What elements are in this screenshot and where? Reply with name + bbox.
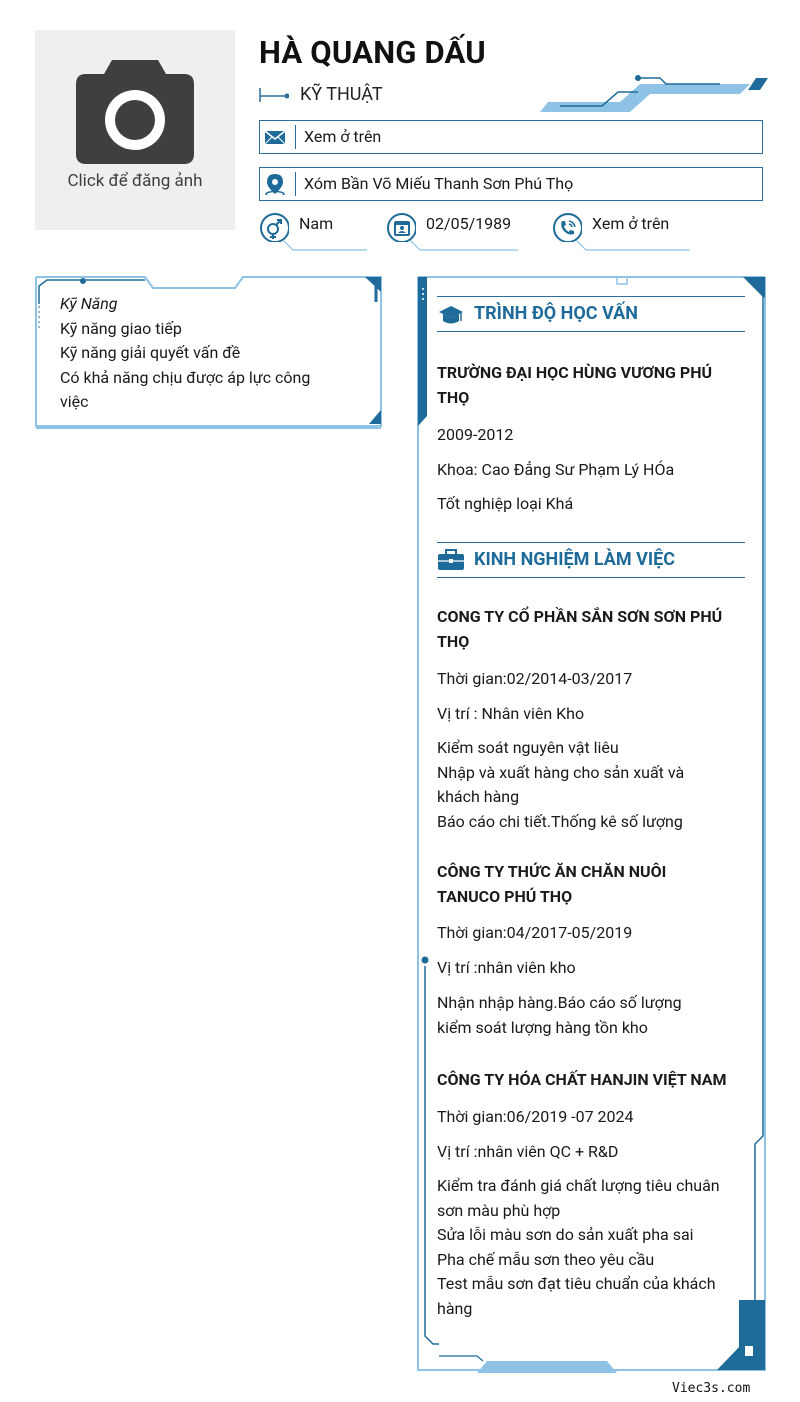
email-field (259, 120, 763, 154)
education-heading-label: TRÌNH ĐỘ HỌC VẤN (474, 303, 638, 324)
job-time: Thời gian:06/2019 -07 2024 (437, 1107, 634, 1126)
skills-section (60, 292, 360, 415)
education-heading (437, 296, 745, 332)
photo-caption: Click để đăng ảnh (67, 171, 203, 191)
birthday-value: 02/05/1989 (426, 214, 512, 233)
job-time: Thời gian:04/2017-05/2019 (437, 923, 633, 942)
job-company: CÔNG TY THỨC ĂN CHĂN NUÔI TANUCO PHÚ THỌ (437, 862, 667, 906)
experience-heading (437, 542, 745, 578)
phone-icon (552, 212, 582, 242)
gender-item (259, 210, 369, 254)
gender-value: Nam (299, 214, 334, 233)
skill-item: Kỹ năng giải quyết vấn đề (60, 343, 241, 362)
school-name: TRƯỜNG ĐẠI HỌC HÙNG VƯƠNG PHÚ THỌ (437, 363, 713, 407)
experience-heading-label: KINH NGHIỆM LÀM VIỆC (474, 549, 676, 570)
envelope-icon (264, 126, 286, 148)
gender-icon (259, 212, 289, 242)
birthday-item (386, 210, 526, 254)
address-value: Xóm Bần Võ Miếu Thanh Sơn Phú Thọ (304, 174, 574, 193)
address-field (259, 167, 763, 201)
education-years: 2009-2012 (437, 425, 514, 444)
footer-site[interactable]: Viec3s.com (672, 1381, 751, 1396)
job-position: Vị trí :nhân viên QC + R&D (437, 1142, 619, 1161)
location-pin-icon (264, 173, 286, 195)
candidate-name: HÀ QUANG DẤU (259, 34, 486, 71)
skill-item: việc (60, 392, 89, 411)
graduation-cap-icon (437, 303, 465, 325)
job-time: Thời gian:02/2014-03/2017 (437, 669, 633, 688)
skill-item: Có khả năng chịu được áp lực công (60, 367, 311, 387)
job-company: CONG TY CỔ PHẦN SẮN SƠN SƠN PHÚ THỌ (437, 607, 723, 651)
job-details: Kiểm tra đánh giá chất lượng tiêu chuân sơn màu phù hợp Sửa lỗi màu sơn do sản xuất pha sai Pha chế mẫu sơn theo yêu cầu Test mẫu sơn đạt tiêu chuẩn của khách hàng (437, 1176, 720, 1318)
avatar-upload[interactable] (35, 30, 235, 230)
job-details: Kiểm soát nguyên vật liêu Nhập và xuất hàng cho sản xuất và khách hàng Báo cáo chi tiết.Thống kê số lượng (437, 738, 685, 831)
camera-icon (76, 60, 194, 164)
skill-item: Kỹ năng giao tiếp (60, 318, 182, 338)
job-company: CÔNG TY HÓA CHẤT HANJIN VIỆT NAM (437, 1070, 727, 1089)
job-details: Nhận nhập hàng.Báo cáo số lượng kiểm soát lượng hàng tồn kho (437, 993, 682, 1037)
education-result: Tốt nghiệp loại Khá (437, 494, 574, 513)
phone-value: Xem ở trên (592, 214, 670, 233)
skills-title: Kỹ Năng (60, 294, 118, 313)
job-title: KỸ THUẬT (300, 84, 383, 105)
header-decoration (540, 72, 770, 114)
job-title-marker-icon (259, 88, 289, 102)
education-faculty: Khoa: Cao Đẳng Sư Phạm Lý HÓa (437, 460, 675, 479)
briefcase-icon (437, 549, 465, 571)
job-position: Vị trí :nhân viên kho (437, 958, 576, 977)
job-position: Vị trí : Nhân viên Kho (437, 704, 585, 723)
email-value: Xem ở trên (304, 127, 382, 146)
phone-item (552, 210, 692, 254)
calendar-icon (386, 212, 416, 242)
